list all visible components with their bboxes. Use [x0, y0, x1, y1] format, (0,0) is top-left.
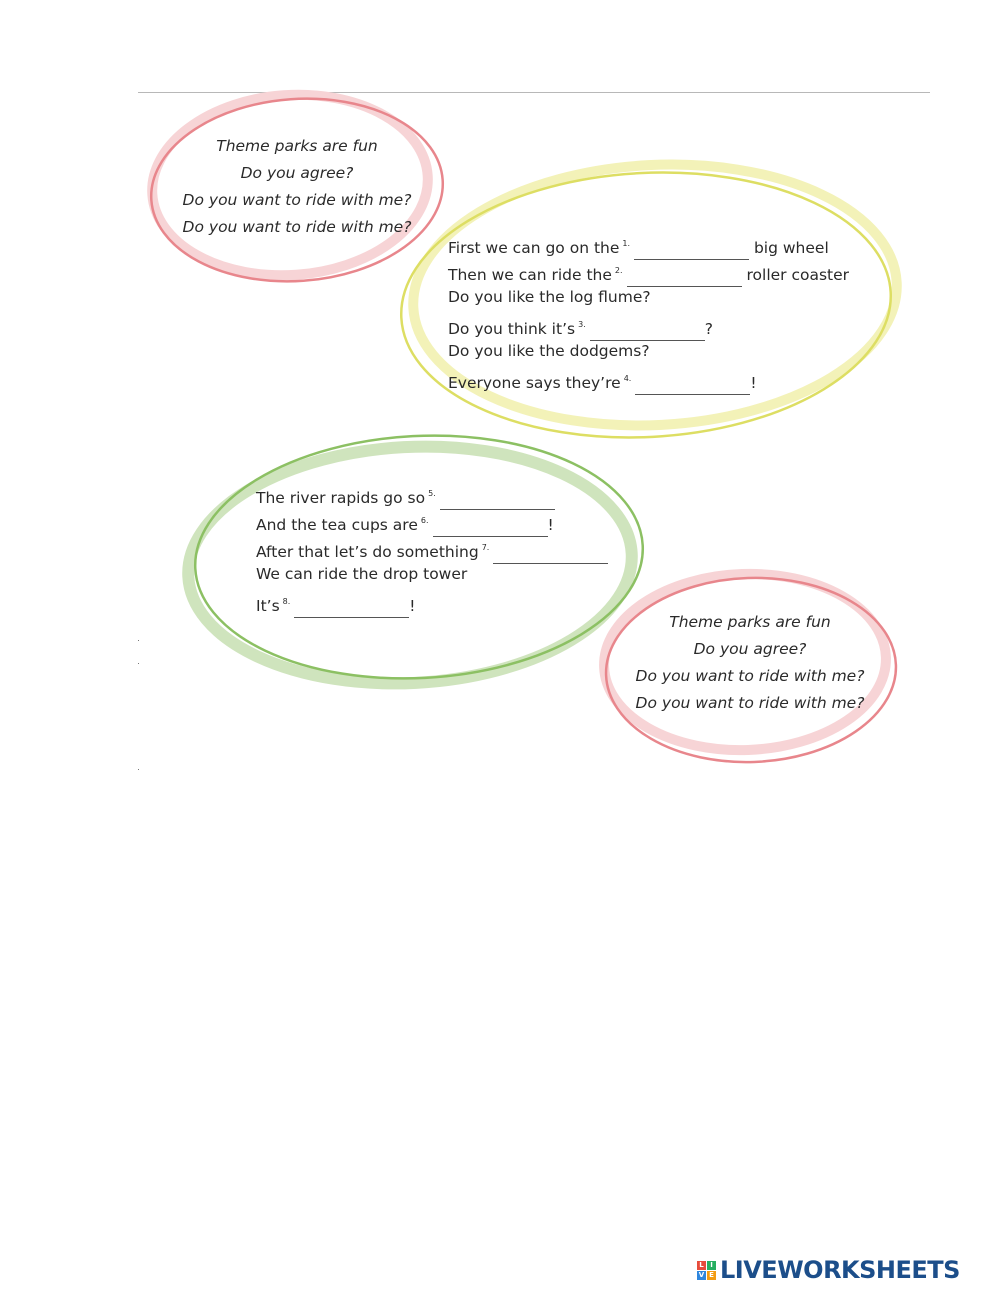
blank-number: 4.	[623, 374, 632, 383]
answer-blank-4[interactable]	[635, 380, 750, 395]
margin-dot	[138, 769, 139, 770]
chorus-top	[157, 133, 437, 241]
line-text-after: !	[547, 516, 554, 534]
line-text: And the tea cups are	[256, 516, 418, 534]
blank-number: 2.	[614, 266, 623, 275]
chorus-line: Do you agree?	[693, 640, 807, 658]
line-text: We can ride the drop tower	[256, 565, 468, 583]
blank-number: 6.	[420, 516, 429, 525]
verse-line-1	[448, 230, 849, 257]
blank-number: 5.	[428, 489, 436, 498]
margin-dot	[138, 663, 139, 664]
verse-line-4	[448, 311, 849, 338]
verse-2	[256, 480, 608, 615]
margin-dot	[138, 640, 139, 641]
verse-line-2	[256, 507, 608, 534]
line-text-after: !	[409, 597, 416, 615]
chorus-bottom	[610, 609, 890, 717]
line-text-after: big wheel	[753, 239, 829, 257]
logo-mark-letter: I	[707, 1261, 716, 1270]
blank-number: 7.	[481, 543, 490, 552]
blank-number: 1.	[622, 239, 631, 248]
logo-mark-letter: V	[698, 1270, 705, 1279]
logo-mark-letter: E	[707, 1271, 716, 1280]
line-text: Then we can ride the	[448, 266, 612, 284]
logo-mark-letter: L	[697, 1261, 706, 1270]
line-text-after: !	[750, 374, 757, 392]
answer-blank-8[interactable]	[294, 603, 409, 618]
verse-line-6	[448, 365, 849, 392]
verse-1	[448, 230, 849, 392]
line-text: Do you like the dodgems?	[448, 342, 650, 360]
blank-number: 3.	[578, 320, 586, 329]
logo-mark-icon	[697, 1261, 716, 1280]
chorus-line: Do you want to ride with me?	[635, 694, 865, 712]
verse-line-5	[256, 588, 608, 615]
line-text-after: ?	[704, 320, 713, 338]
verse-line-2	[448, 257, 849, 284]
chorus-line: Do you want to ride with me?	[182, 191, 412, 209]
liveworksheets-logo	[697, 1256, 960, 1284]
line-text: It’s	[256, 597, 280, 615]
chorus-line: Do you agree?	[240, 164, 354, 182]
chorus-line: Do you want to ride with me?	[182, 218, 412, 236]
line-text: First we can go on the	[448, 239, 620, 257]
verse-line-1	[256, 480, 608, 507]
line-text: Everyone says they’re	[448, 374, 621, 392]
line-text: The river rapids go so	[256, 489, 426, 507]
chorus-line: Do you want to ride with me?	[635, 667, 865, 685]
blank-number: 8.	[282, 597, 291, 606]
answer-blank-7[interactable]	[493, 549, 608, 564]
verse-line-5	[448, 338, 849, 365]
verse-line-3	[448, 284, 849, 311]
chorus-line: Theme parks are fun	[216, 137, 378, 155]
line-text: After that let’s do something	[256, 543, 479, 561]
logo-text: LIVEWORKSHEETS	[720, 1256, 960, 1284]
chorus-line: Theme parks are fun	[669, 613, 831, 631]
line-text-after: roller coaster	[746, 266, 850, 284]
line-text: Do you think it’s	[448, 320, 576, 338]
verse-line-3	[256, 534, 608, 561]
line-text: Do you like the log flume?	[448, 288, 651, 306]
verse-line-4	[256, 561, 608, 588]
